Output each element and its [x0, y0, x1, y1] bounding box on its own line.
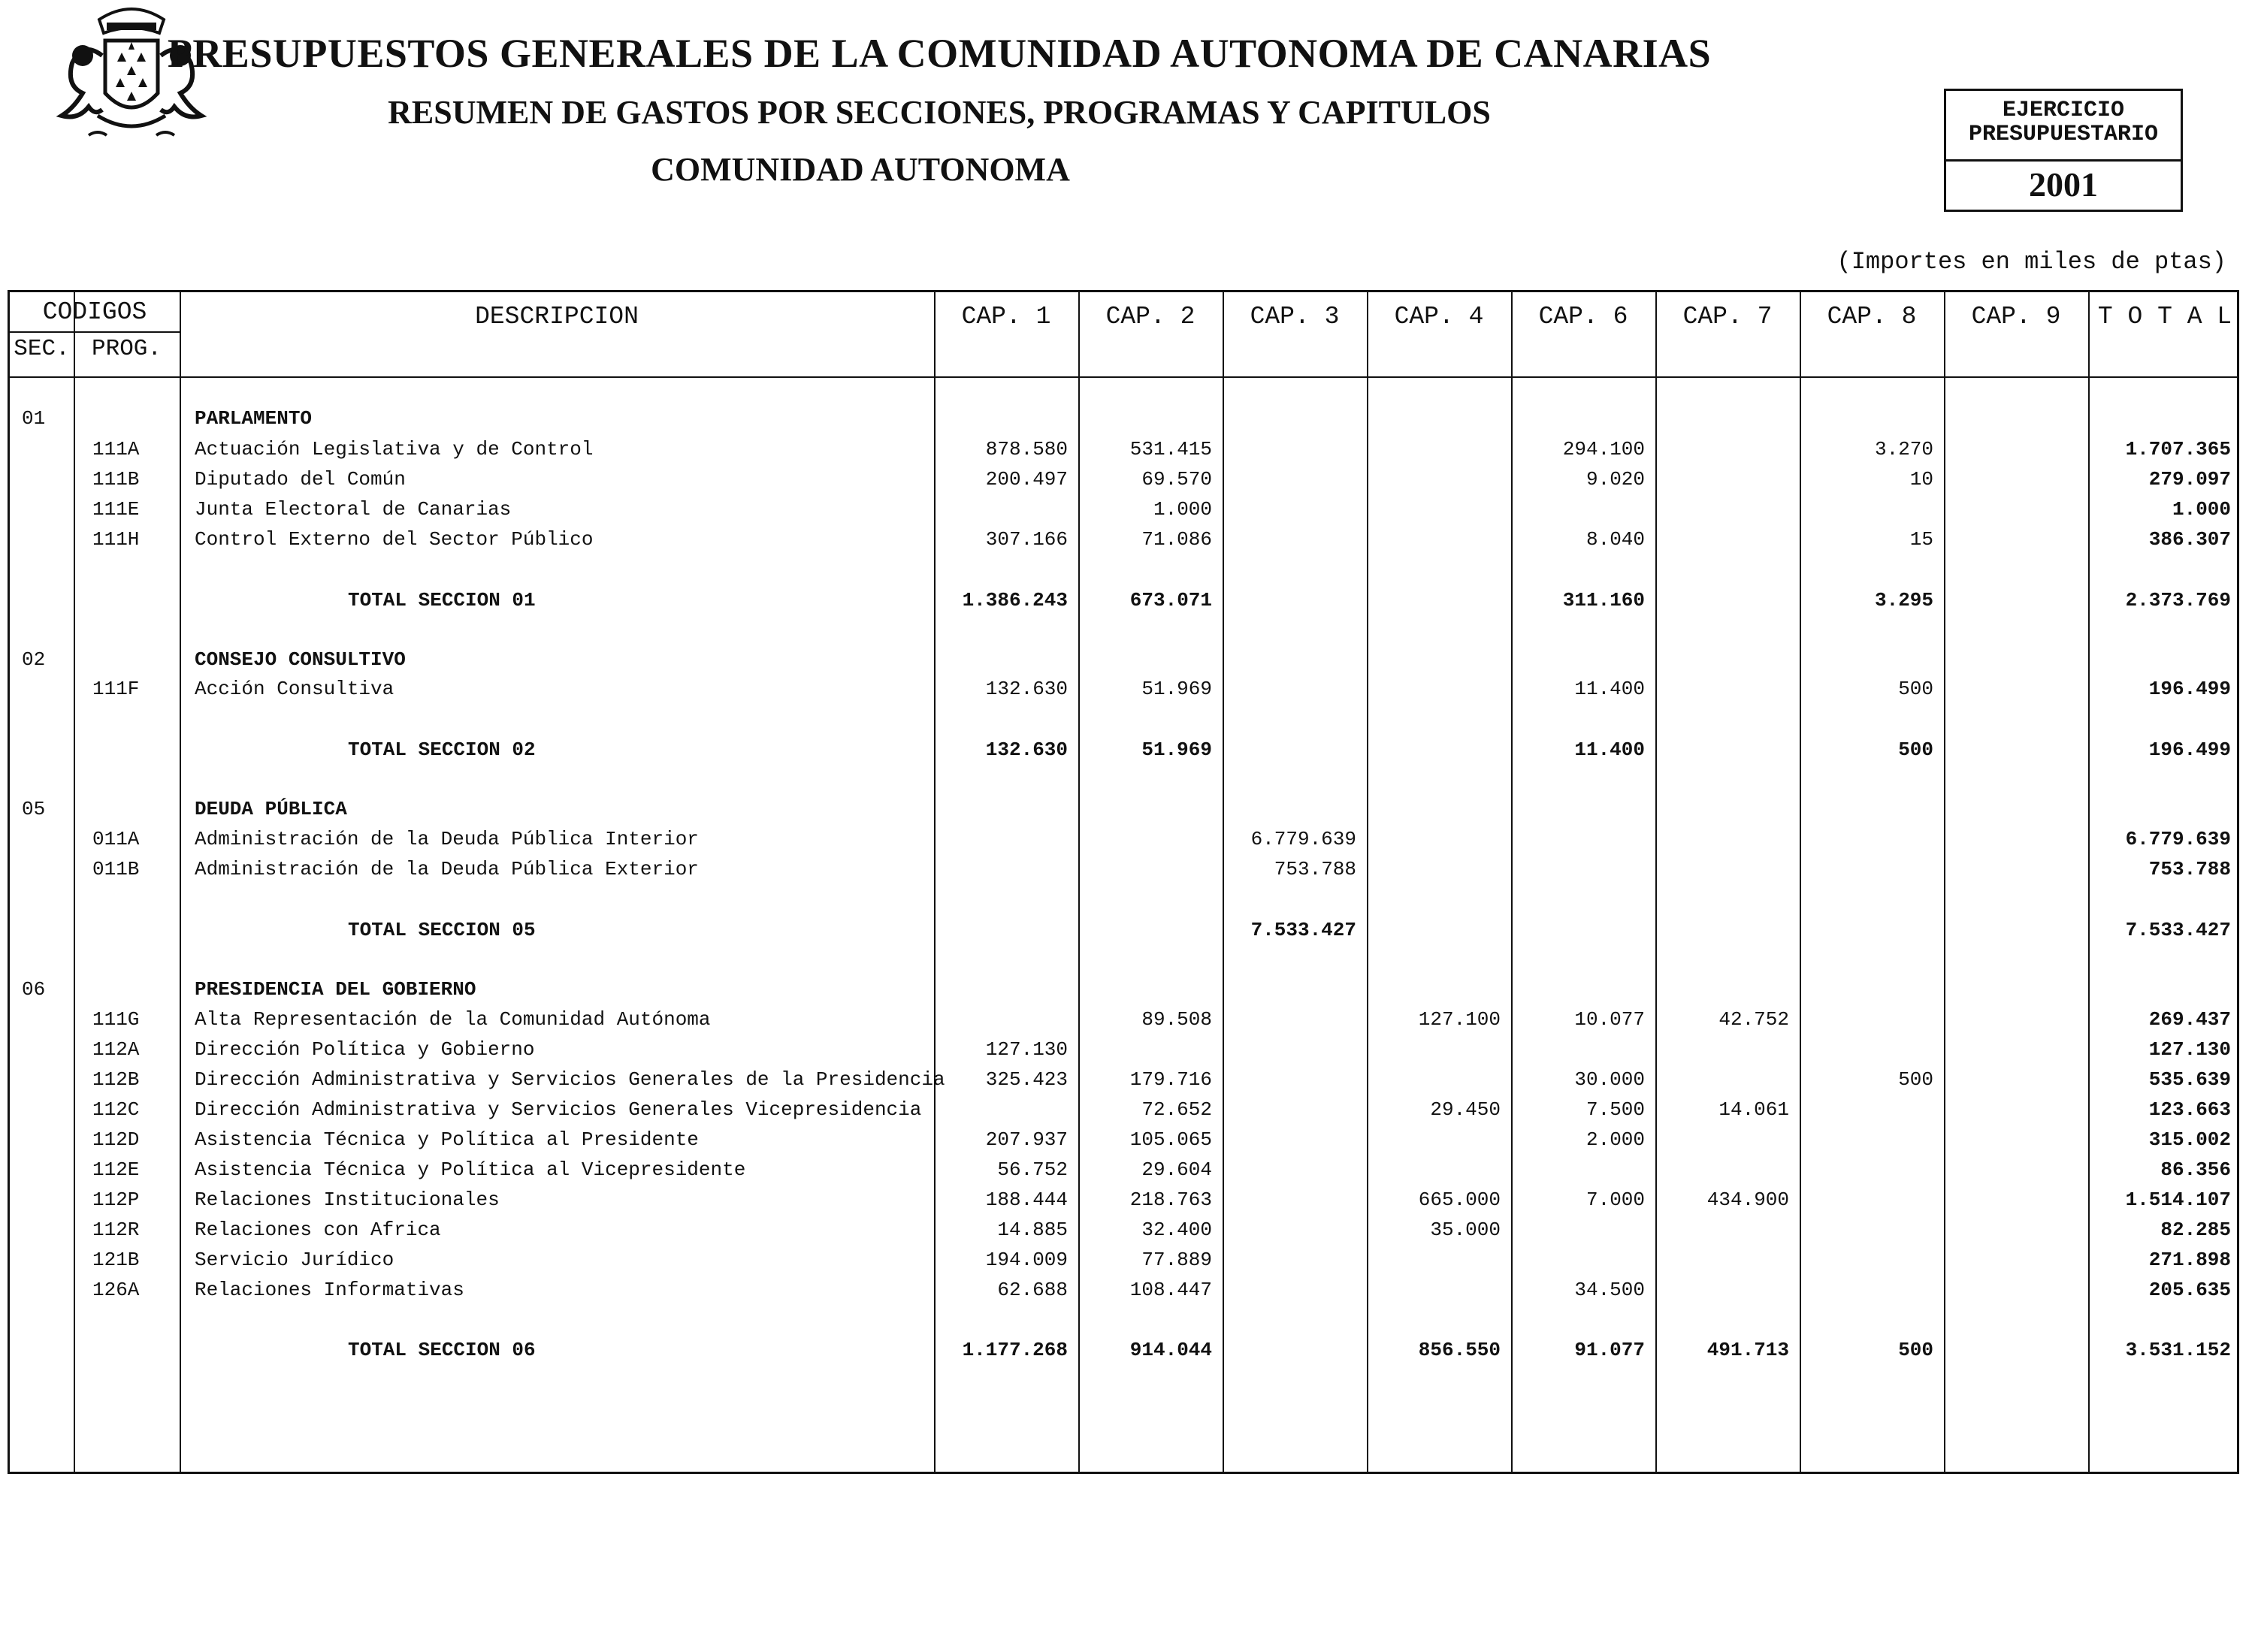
header-cap-6: CAP. 6: [1538, 303, 1628, 331]
amount-total: 753.788: [2148, 858, 2231, 880]
amount-cap-4: 127.100: [1418, 1008, 1501, 1031]
section-name: PRESIDENCIA DEL GOBIERNO: [195, 978, 476, 1001]
amount-cap-6: 8.040: [1585, 528, 1645, 551]
amount-cap-4: 665.000: [1418, 1188, 1501, 1211]
header-cap-9: CAP. 9: [1971, 303, 2061, 331]
program-code: 111E: [92, 498, 140, 521]
amount-total: 1.707.365: [2125, 438, 2231, 461]
amount-cap-2: 1.000: [1153, 498, 1212, 521]
amount-cap-6: 30.000: [1574, 1068, 1645, 1091]
amount-cap-1: 56.752: [997, 1158, 1068, 1181]
program-description: Dirección Administrativa y Servicios Generales de la Presidencia: [195, 1068, 945, 1091]
section-total-label: TOTAL SECCION 06: [348, 1339, 536, 1361]
program-code: 112R: [92, 1219, 140, 1241]
amount-total: 535.639: [2148, 1068, 2231, 1091]
amount-cap-2: 69.570: [1141, 468, 1212, 491]
section-code: 05: [22, 798, 46, 820]
header-sec: SEC.: [14, 336, 70, 362]
amount-cap-6: 294.100: [1562, 438, 1645, 461]
program-description: Dirección Administrativa y Servicios Generales Vicepresidencia: [195, 1098, 922, 1121]
program-description: Control Externo del Sector Público: [195, 528, 594, 551]
amount-total: 127.130: [2148, 1038, 2231, 1061]
amount-total: 123.663: [2148, 1098, 2231, 1121]
amount-total: 196.499: [2148, 738, 2231, 761]
program-code: 112P: [92, 1188, 140, 1211]
amount-cap-8: 500: [1898, 738, 1933, 761]
header-cap-7: CAP. 7: [1682, 303, 1773, 331]
amount-total: 269.437: [2148, 1008, 2231, 1031]
document-title: PRESUPUESTOS GENERALES DE LA COMUNIDAD AUTONOMA DE CANARIAS: [167, 31, 1712, 76]
amount-total: 205.635: [2148, 1279, 2231, 1301]
amount-cap-1: 188.444: [985, 1188, 1068, 1211]
amount-cap-8: 500: [1898, 1068, 1933, 1091]
amount-cap-2: 218.763: [1129, 1188, 1212, 1211]
program-description: Acción Consultiva: [195, 678, 394, 700]
amount-cap-1: 62.688: [997, 1279, 1068, 1301]
amount-cap-8: 500: [1898, 1339, 1933, 1361]
program-description: Relaciones con Africa: [195, 1219, 441, 1241]
amount-cap-2: 673.071: [1129, 589, 1212, 612]
section-code: 02: [22, 648, 46, 671]
amount-cap-3: 7.533.427: [1250, 919, 1356, 941]
amount-total: 2.373.769: [2125, 589, 2231, 612]
header-cap-1: CAP. 1: [961, 303, 1051, 331]
header-cap-4: CAP. 4: [1394, 303, 1484, 331]
amount-total: 82.285: [2160, 1219, 2231, 1241]
amount-cap-4: 856.550: [1418, 1339, 1501, 1361]
amount-cap-1: 14.885: [997, 1219, 1068, 1241]
amount-cap-8: 10: [1909, 468, 1933, 491]
header-cap-3: CAP. 3: [1250, 303, 1340, 331]
amount-cap-2: 531.415: [1129, 438, 1212, 461]
amount-total: 386.307: [2148, 528, 2231, 551]
budget-table: [8, 290, 2239, 1474]
header-descripcion: DESCRIPCION: [475, 303, 639, 331]
amount-cap-1: 878.580: [985, 438, 1068, 461]
amount-cap-1: 200.497: [985, 468, 1068, 491]
units-note: (Importes en miles de ptas): [1836, 248, 2226, 276]
amount-cap-6: 2.000: [1585, 1128, 1645, 1151]
amount-cap-1: 1.386.243: [962, 589, 1068, 612]
document-scope: COMUNIDAD AUTONOMA: [651, 151, 1070, 188]
program-description: Actuación Legislativa y de Control: [195, 438, 594, 461]
amount-total: 6.779.639: [2125, 828, 2231, 850]
program-code: 112B: [92, 1068, 140, 1091]
program-description: Relaciones Informativas: [195, 1279, 464, 1301]
amount-cap-2: 32.400: [1141, 1219, 1212, 1241]
program-description: Administración de la Deuda Pública Interior: [195, 828, 699, 850]
amount-cap-6: 11.400: [1574, 678, 1645, 700]
program-code: 011B: [92, 858, 140, 880]
program-code: 112C: [92, 1098, 140, 1121]
section-total-label: TOTAL SECCION 02: [348, 738, 536, 761]
program-code: 111H: [92, 528, 140, 551]
section-name: PARLAMENTO: [195, 407, 313, 430]
header-prog: PROG.: [91, 336, 162, 362]
amount-cap-1: 127.130: [985, 1038, 1068, 1061]
amount-total: 271.898: [2148, 1249, 2231, 1271]
program-code: 111G: [92, 1008, 140, 1031]
amount-cap-6: 7.000: [1585, 1188, 1645, 1211]
amount-cap-6: 10.077: [1574, 1008, 1645, 1031]
amount-cap-6: 11.400: [1574, 738, 1645, 761]
program-description: Junta Electoral de Canarias: [195, 498, 512, 521]
amount-cap-3: 753.788: [1274, 858, 1356, 880]
program-code: 112D: [92, 1128, 140, 1151]
amount-cap-1: 307.166: [985, 528, 1068, 551]
amount-cap-6: 91.077: [1574, 1339, 1645, 1361]
amount-cap-7: 434.900: [1706, 1188, 1789, 1211]
program-description: Relaciones Institucionales: [195, 1188, 500, 1211]
section-name: CONSEJO CONSULTIVO: [195, 648, 406, 671]
amount-cap-2: 77.889: [1141, 1249, 1212, 1271]
amount-cap-6: 311.160: [1562, 589, 1645, 612]
amount-cap-2: 29.604: [1141, 1158, 1212, 1181]
section-code: 06: [22, 978, 46, 1001]
amount-cap-6: 34.500: [1574, 1279, 1645, 1301]
program-code: 126A: [92, 1279, 140, 1301]
amount-cap-3: 6.779.639: [1250, 828, 1356, 850]
exercise-box: [1944, 89, 2183, 212]
amount-cap-2: 105.065: [1129, 1128, 1212, 1151]
amount-cap-1: 132.630: [985, 678, 1068, 700]
program-code: 111B: [92, 468, 140, 491]
amount-cap-2: 108.447: [1129, 1279, 1212, 1301]
amount-cap-8: 3.295: [1874, 589, 1933, 612]
amount-total: 7.533.427: [2125, 919, 2231, 941]
amount-cap-7: 14.061: [1718, 1098, 1789, 1121]
amount-cap-2: 179.716: [1129, 1068, 1212, 1091]
amount-cap-6: 9.020: [1585, 468, 1645, 491]
program-code: 121B: [92, 1249, 140, 1271]
amount-total: 196.499: [2148, 678, 2231, 700]
section-total-label: TOTAL SECCION 05: [348, 919, 536, 941]
exercise-year: 2001: [2029, 165, 2098, 204]
amount-cap-7: 42.752: [1718, 1008, 1789, 1031]
header-codigos: CODIGOS: [42, 298, 147, 326]
amount-cap-6: 7.500: [1585, 1098, 1645, 1121]
amount-cap-8: 500: [1898, 678, 1933, 700]
program-description: Alta Representación de la Comunidad Autónoma: [195, 1008, 711, 1031]
amount-cap-2: 89.508: [1141, 1008, 1212, 1031]
program-description: Asistencia Técnica y Política al Vicepresidente: [195, 1158, 746, 1181]
section-name: DEUDA PÚBLICA: [195, 798, 347, 820]
header-cap-8: CAP. 8: [1827, 303, 1917, 331]
amount-cap-4: 35.000: [1430, 1219, 1501, 1241]
amount-cap-2: 914.044: [1129, 1339, 1212, 1361]
program-description: Servicio Jurídico: [195, 1249, 394, 1271]
amount-cap-2: 51.969: [1141, 738, 1212, 761]
program-code: 011A: [92, 828, 140, 850]
amount-cap-2: 72.652: [1141, 1098, 1212, 1121]
amount-cap-2: 51.969: [1141, 678, 1212, 700]
amount-cap-1: 325.423: [985, 1068, 1068, 1091]
program-description: Diputado del Común: [195, 468, 406, 491]
amount-cap-4: 29.450: [1430, 1098, 1501, 1121]
amount-total: 1.514.107: [2125, 1188, 2231, 1211]
document-subtitle: RESUMEN DE GASTOS POR SECCIONES, PROGRAMAS Y CAPITULOS: [388, 94, 1491, 131]
amount-cap-1: 1.177.268: [962, 1339, 1068, 1361]
amount-cap-2: 71.086: [1141, 528, 1212, 551]
amount-total: 1.000: [2172, 498, 2231, 521]
section-total-label: TOTAL SECCION 01: [348, 589, 536, 612]
program-description: Asistencia Técnica y Política al Presidente: [195, 1128, 699, 1151]
amount-cap-1: 194.009: [985, 1249, 1068, 1271]
program-code: 111A: [92, 438, 140, 461]
program-code: 111F: [92, 678, 140, 700]
amount-total: 315.002: [2148, 1128, 2231, 1151]
amount-cap-1: 207.937: [985, 1128, 1068, 1151]
exercise-label-line2: PRESUPUESTARIO: [1968, 122, 2159, 147]
amount-cap-8: 15: [1909, 528, 1933, 551]
amount-cap-8: 3.270: [1874, 438, 1933, 461]
amount-total: 279.097: [2148, 468, 2231, 491]
amount-total: 86.356: [2160, 1158, 2231, 1181]
amount-cap-1: 132.630: [985, 738, 1068, 761]
program-description: Administración de la Deuda Pública Exterior: [195, 858, 699, 880]
exercise-label-line1: EJERCICIO: [2002, 98, 2125, 123]
amount-total: 3.531.152: [2125, 1339, 2231, 1361]
header-total: T O T A L: [2097, 303, 2232, 331]
header-cap-2: CAP. 2: [1105, 303, 1196, 331]
program-code: 112E: [92, 1158, 140, 1181]
amount-cap-7: 491.713: [1706, 1339, 1789, 1361]
program-description: Dirección Política y Gobierno: [195, 1038, 535, 1061]
section-code: 01: [22, 407, 46, 430]
program-code: 112A: [92, 1038, 140, 1061]
